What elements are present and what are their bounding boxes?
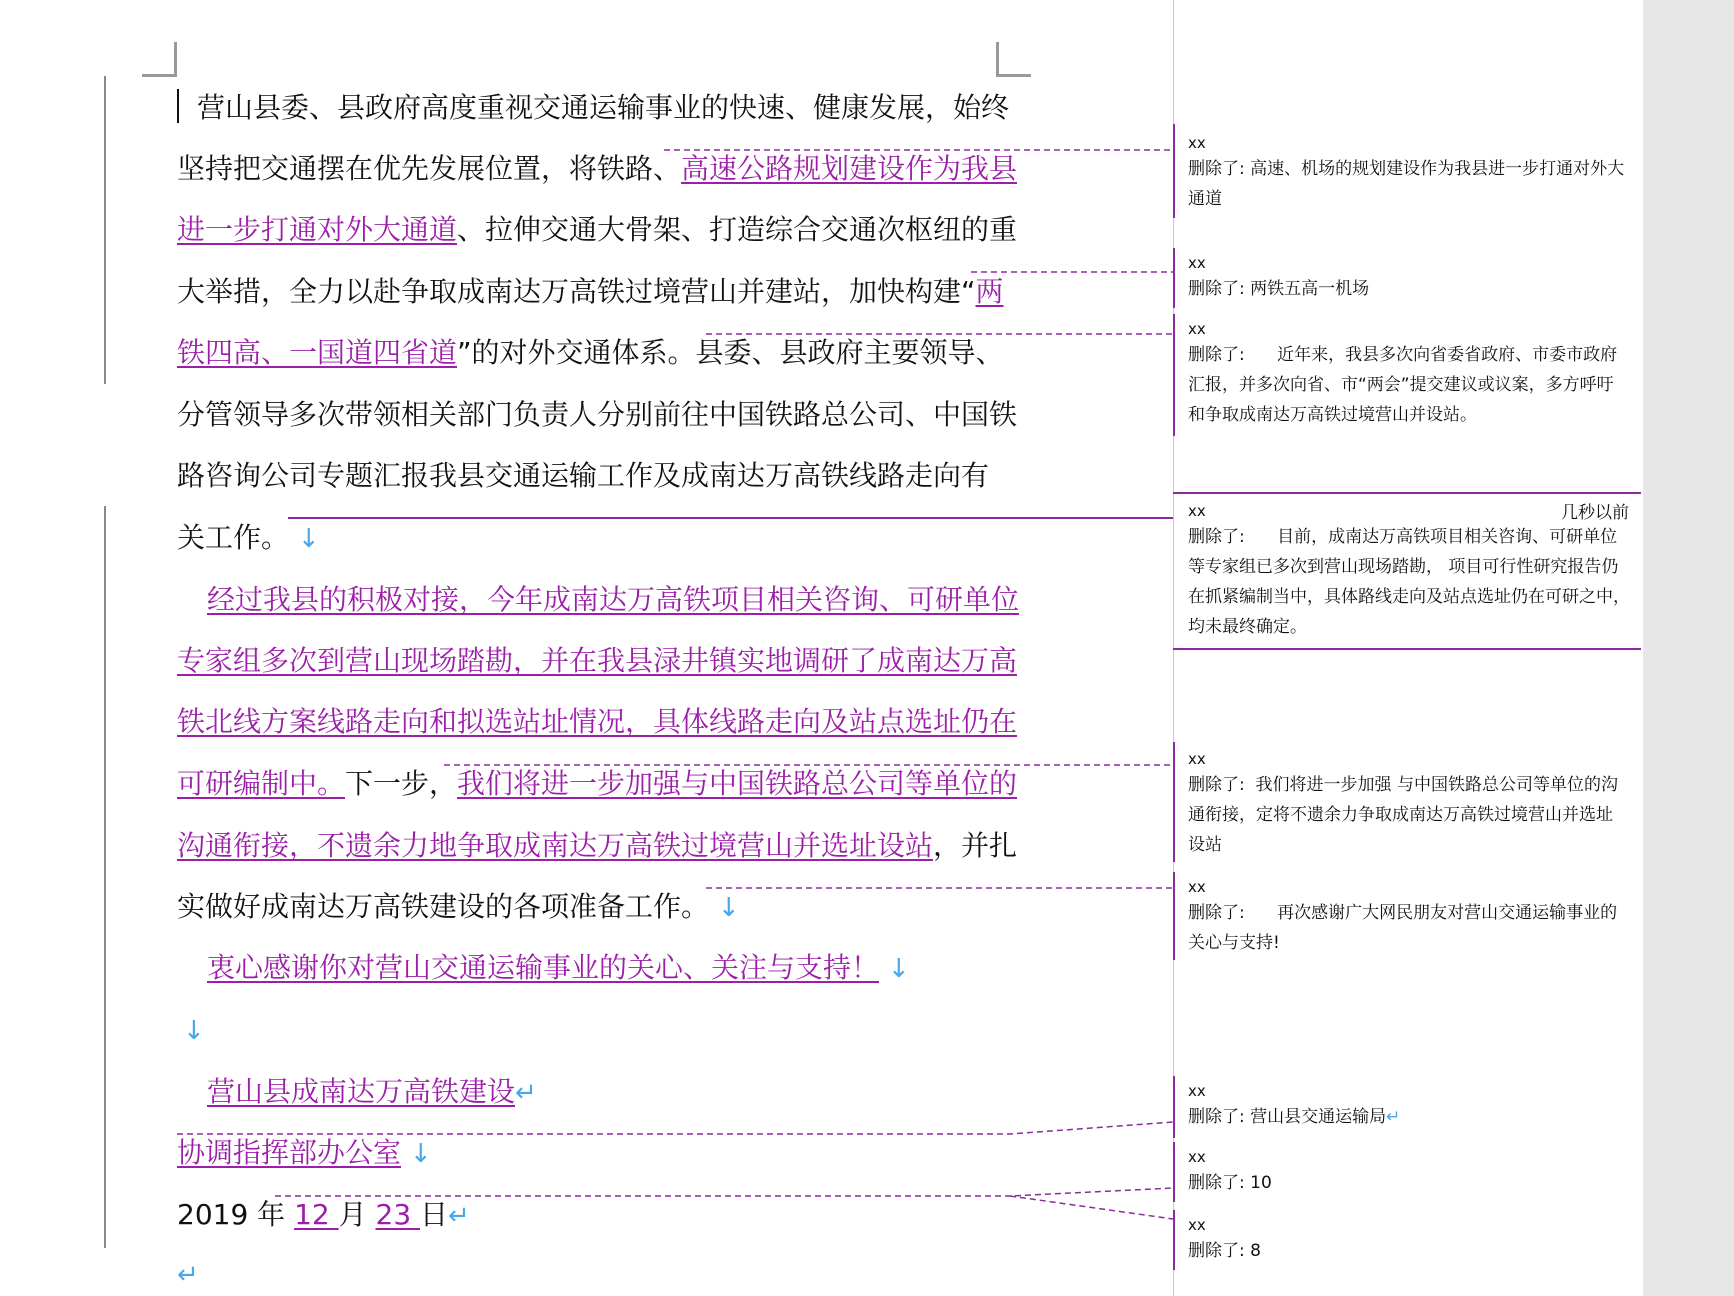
text-line[interactable]: [177, 702, 1017, 742]
comment-author: xx: [1188, 1082, 1206, 1100]
comment-balloon[interactable]: [1188, 252, 1628, 304]
change-bar: [104, 506, 106, 1248]
paragraph-mark: ↵: [1386, 1107, 1401, 1127]
comment-label: 删除了:: [1188, 1173, 1245, 1193]
text-line[interactable]: 大举措，全力以赴争取成南达万高铁过境营山并建站，加快构建“两: [177, 275, 1004, 308]
comment-label: 删除了:: [1188, 775, 1245, 795]
comment-balloon-active[interactable]: [1173, 492, 1641, 650]
comment-author: xx: [1188, 750, 1206, 768]
paragraph-mark: ↓: [297, 524, 320, 554]
inserted-text[interactable]: 经过我县的积极对接，今年成南达万高铁项目相关咨询、可研单位: [207, 583, 1020, 616]
inserted-text[interactable]: 进一步打通对外大通道: [177, 213, 458, 246]
paragraph-mark: ↓: [183, 1016, 205, 1046]
crop-mark-top-right: [996, 42, 1031, 77]
comment-label: 删除了:: [1188, 1107, 1245, 1127]
text-line[interactable]: 营山县委、县政府高度重视交通运输事业的快速、健康发展，始终: [177, 88, 1009, 128]
paragraph-mark: ↓: [717, 893, 740, 923]
text-cursor: [177, 89, 179, 123]
comment-author: xx: [1188, 134, 1206, 152]
paragraph-mark: ↵: [448, 1201, 470, 1231]
app-background: [1643, 0, 1734, 1296]
text-line[interactable]: 铁四高、一国道四省道”的对外交通体系。县委、县政府主要领导、: [177, 336, 1004, 369]
comment-balloon[interactable]: [1188, 876, 1628, 958]
text-line[interactable]: 关工作。 ↓: [177, 521, 320, 554]
comment-text: 8: [1250, 1241, 1261, 1261]
text-line[interactable]: 实做好成南达万高铁建设的各项准备工作。 ↓: [177, 890, 740, 923]
comment-balloon[interactable]: [1188, 1080, 1628, 1132]
inserted-text[interactable]: 铁四高、一国道四省道: [177, 336, 458, 369]
text-line[interactable]: [177, 948, 910, 989]
text-line[interactable]: 2019 年 12 月 23 日↵: [177, 1198, 470, 1231]
text-line[interactable]: 路咨询公司专题汇报我县交通运输工作及成南达万高铁线路走向有: [177, 459, 990, 492]
inserted-text[interactable]: 两: [975, 275, 1004, 308]
inserted-text[interactable]: 沟通衔接，不遗余力地争取成南达万高铁过境营山并选址设站: [177, 829, 934, 862]
comment-bar: [1173, 1210, 1175, 1270]
paragraph-mark: ↓: [409, 1139, 432, 1169]
comment-label: 删除了:: [1188, 345, 1245, 365]
comment-text: 10: [1250, 1173, 1272, 1193]
comment-label: 删除了:: [1188, 159, 1245, 179]
inserted-text[interactable]: 12: [294, 1198, 339, 1231]
text-line[interactable]: [177, 1254, 199, 1295]
comment-bar: [1173, 124, 1175, 218]
comment-author: xx: [1188, 1216, 1206, 1234]
comment-bar: [1173, 1076, 1175, 1138]
comment-label: 删除了:: [1188, 1241, 1245, 1261]
inserted-text[interactable]: 高速公路规划建设作为我县: [681, 152, 1018, 185]
comment-balloon[interactable]: [1188, 748, 1628, 860]
comment-time: 几秒以前: [1561, 503, 1629, 523]
comment-text: 营山县交通运输局: [1250, 1107, 1387, 1127]
comment-label: 删除了:: [1188, 527, 1245, 547]
text-line[interactable]: [177, 580, 1019, 620]
text-line[interactable]: [183, 1010, 205, 1051]
comment-balloon[interactable]: [1188, 1214, 1628, 1266]
inserted-text[interactable]: 协调指挥部办公室: [177, 1136, 402, 1169]
inserted-text[interactable]: 我们将进一步加强与中国铁路总公司等单位的: [457, 767, 1018, 800]
text-line[interactable]: 分管领导多次带领相关部门负责人分别前往中国铁路总公司、中国铁: [177, 398, 1018, 431]
comment-author: xx: [1188, 254, 1206, 272]
comment-author: xx: [1188, 502, 1206, 520]
inserted-text[interactable]: 衷心感谢你对营山交通运输事业的关心、关注与支持！: [207, 951, 880, 984]
text-line[interactable]: [177, 1072, 537, 1113]
comment-balloon[interactable]: [1188, 318, 1628, 430]
inserted-text[interactable]: 23: [375, 1198, 421, 1231]
comment-author: xx: [1188, 878, 1206, 896]
comment-text: 两铁五高一机场: [1250, 279, 1370, 299]
comment-balloon[interactable]: [1188, 132, 1628, 214]
inserted-text[interactable]: 专家组多次到营山现场踏勘，并在我县渌井镇实地调研了成南达万高: [177, 644, 1018, 677]
comment-bar: [1173, 1142, 1175, 1202]
comment-bar: [1173, 872, 1175, 960]
comment-label: 删除了:: [1188, 903, 1245, 923]
paragraph-mark: ↵: [515, 1078, 537, 1108]
comment-bar: [1173, 248, 1175, 308]
comment-text: 再次感谢广大网民朋友对营山交通运输事业的关心与支持!: [1188, 903, 1618, 953]
comment-text: 高速、机场的规划建设作为我县进一步打通对外大通道: [1188, 159, 1625, 209]
comment-bar: [1173, 314, 1175, 436]
change-bar: [104, 76, 106, 384]
comment-author: xx: [1188, 1148, 1206, 1166]
inserted-text[interactable]: 可研编制中。: [177, 767, 346, 800]
inserted-text[interactable]: 营山县成南达万高铁建设: [207, 1075, 516, 1108]
text-line[interactable]: 沟通衔接，不遗余力地争取成南达万高铁过境营山并选址设站，并扎: [177, 829, 1018, 862]
comment-bar: [1173, 742, 1175, 862]
text-line[interactable]: 坚持把交通摆在优先发展位置，将铁路、高速公路规划建设作为我县: [177, 152, 1018, 185]
crop-mark-top-left: [142, 42, 177, 77]
text-line[interactable]: [177, 1133, 432, 1174]
text-line[interactable]: 可研编制中。下一步，我们将进一步加强与中国铁路总公司等单位的: [177, 767, 1018, 800]
comment-text: 近年来，我县多次向省委省政府、市委市政府汇报，并多次向省、市“两会”提交建议或议案，多方呼吁和争取成南达万高铁过境营山并设站。: [1188, 345, 1618, 425]
comment-balloon[interactable]: [1188, 1146, 1628, 1198]
paragraph-mark: ↵: [177, 1260, 199, 1290]
comment-label: 删除了:: [1188, 279, 1245, 299]
text-line[interactable]: [177, 641, 1017, 681]
comment-text: 我们将进一步加强 与中国铁路总公司等单位的沟通衔接，定将不遗余力争取成南达万高铁过境营山并选址设站: [1188, 775, 1618, 855]
text-line[interactable]: 进一步打通对外大通道、拉伸交通大骨架、打造综合交通次枢纽的重: [177, 213, 1018, 246]
paragraph-mark: ↓: [887, 954, 910, 984]
comment-author: xx: [1188, 320, 1206, 338]
inserted-text[interactable]: 铁北线方案线路走向和拟选站址情况，具体线路走向及站点选址仍在: [177, 705, 1018, 738]
comment-text: 目前，成南达万高铁项目相关咨询、可研单位等专家组已多次到营山现场踏勘， 项目可行性研究报告仍在抓紧编制当中，具体路线走向及站点选址仍在可研之中，均未最终确定。: [1188, 527, 1630, 637]
